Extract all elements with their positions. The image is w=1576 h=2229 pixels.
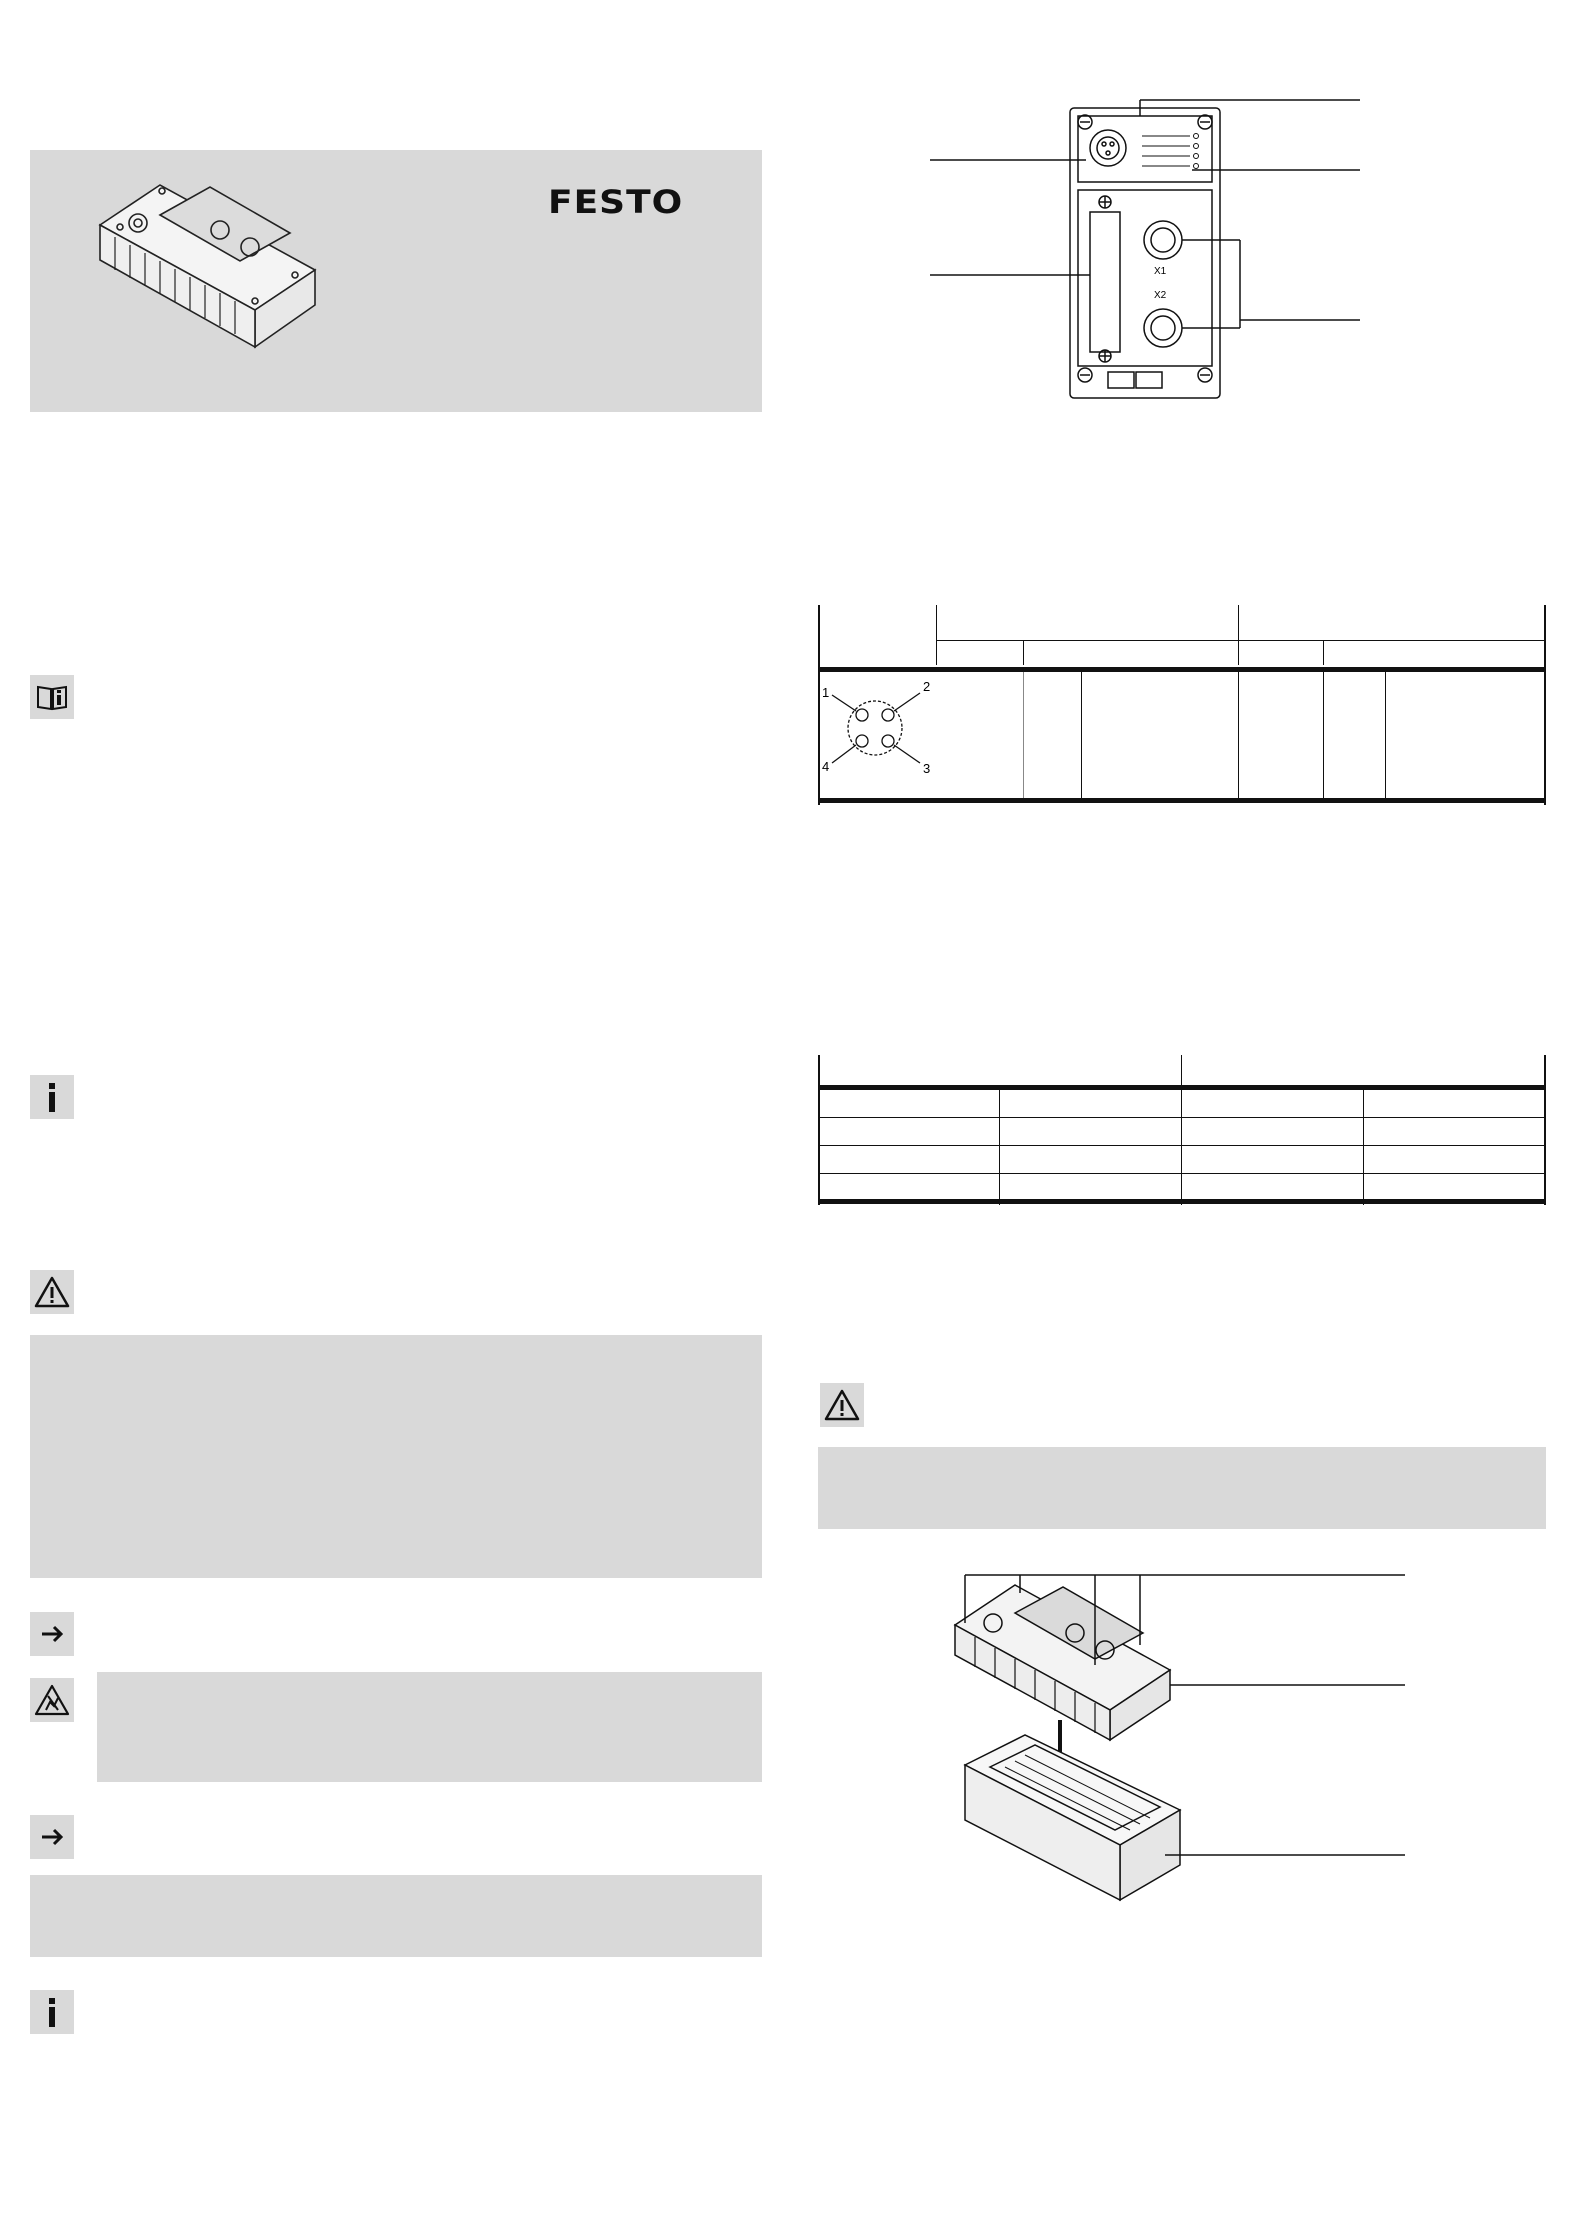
esd-panel [97, 1672, 762, 1782]
pin-label-4: 4 [822, 759, 830, 774]
esd-warning-icon [30, 1678, 74, 1722]
pin-label-3: 3 [923, 761, 931, 776]
warning-panel-right [818, 1447, 1546, 1529]
connector-pin-diagram [820, 675, 935, 795]
arrow-right-icon [30, 1612, 74, 1656]
info-icon [30, 1990, 74, 2034]
pin-label-2: 2 [923, 679, 931, 694]
warning-panel [30, 1335, 762, 1578]
device-front-view [920, 90, 1360, 410]
festo-logo: FESTO [548, 184, 684, 221]
warning-triangle-icon [30, 1270, 74, 1314]
settings-table [818, 1055, 1546, 1205]
connector-label-x2: X2 [1154, 290, 1167, 301]
assembly-illustration [945, 1555, 1415, 1925]
arrow-right-icon [30, 1815, 74, 1859]
pin-label-1: 1 [822, 685, 830, 700]
pin-assignment-table [818, 605, 1546, 805]
connector-label-x1: X1 [1154, 266, 1167, 277]
warning-triangle-icon [820, 1383, 864, 1427]
book-info-icon [30, 675, 74, 719]
info-icon [30, 1075, 74, 1119]
product-image [90, 175, 320, 355]
note-panel [30, 1875, 762, 1957]
